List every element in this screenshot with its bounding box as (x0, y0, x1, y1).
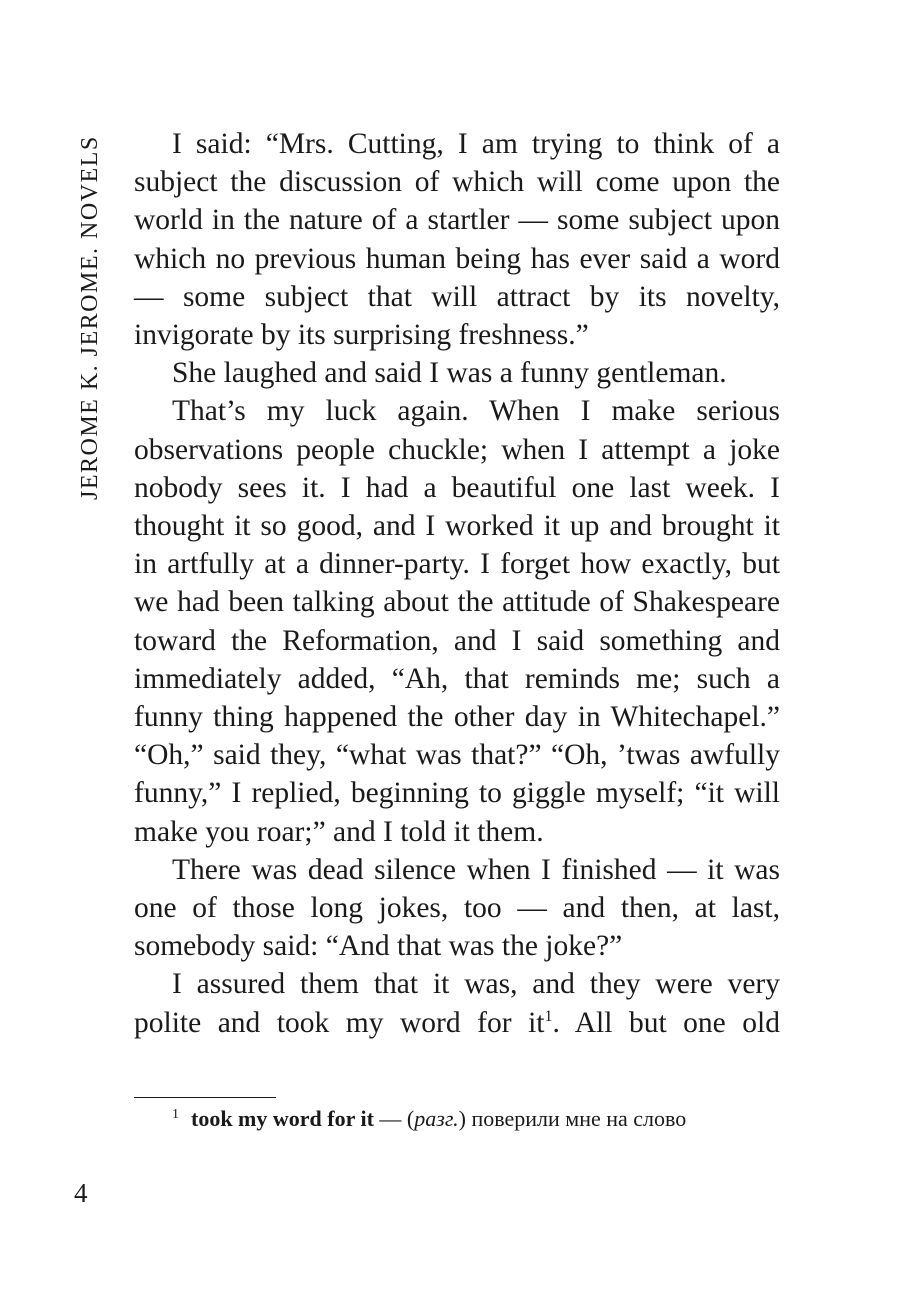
footnote-marker: 1 (172, 1106, 179, 1122)
paragraph: I said: “Mrs. Cutting, I am trying to think of a subject the discussion of which will come upon the world in the nature of a startler — some subject upon which no previous human being has ever said a word — some subject that will attract by its novelty, invigorate by its surprising freshness.” (134, 128, 780, 352)
paragraph-text: I assured them that it was, and they were very polite and took my word for it (134, 968, 780, 1039)
paragraph-tail: . All but one old (552, 1006, 780, 1039)
footnote-reference: 1 (544, 1007, 553, 1025)
paragraph: She laughed and said I was a funny gentleman. (172, 357, 727, 390)
paragraph: That’s my luck again. When I make serious observations people chuckle; when I attempt a joke nobody sees it. I had a beautiful one last week. I thought it so good, and I worked it up and brought it in artfully at a dinner-party. I forget how exactly, but we had been talking about the attitude of Shakespeare toward the Reformation, and I said something and immediately added, “Ah, that reminds me; such a funny thing happened the other day in Whitechapel.” “Oh,” said they, “what was that?” “Oh, ’twas awfully funny,” I replied, beginning to giggle myself; “it will make you roar;” and I told it them. (134, 395, 780, 848)
footnote-usage-note: разг. (414, 1106, 459, 1131)
footnote (134, 1102, 780, 1136)
footnote-dash: — ( (373, 1106, 415, 1131)
page-number: 4 (74, 1178, 88, 1208)
footnote-divider (134, 1097, 276, 1098)
body-text (134, 125, 780, 1042)
running-head: JEROME K. JEROME. NOVELS (77, 135, 103, 500)
paragraph: There was dead silence when I finished — it was one of those long jokes, too — and then, at last, somebody said: “And that was the joke?” (134, 853, 780, 963)
paragraph-with-footnote-ref (134, 965, 780, 1041)
footnote-translation: ) поверили мне на слово (458, 1106, 687, 1131)
footnote-term: took my word for it (191, 1106, 374, 1131)
